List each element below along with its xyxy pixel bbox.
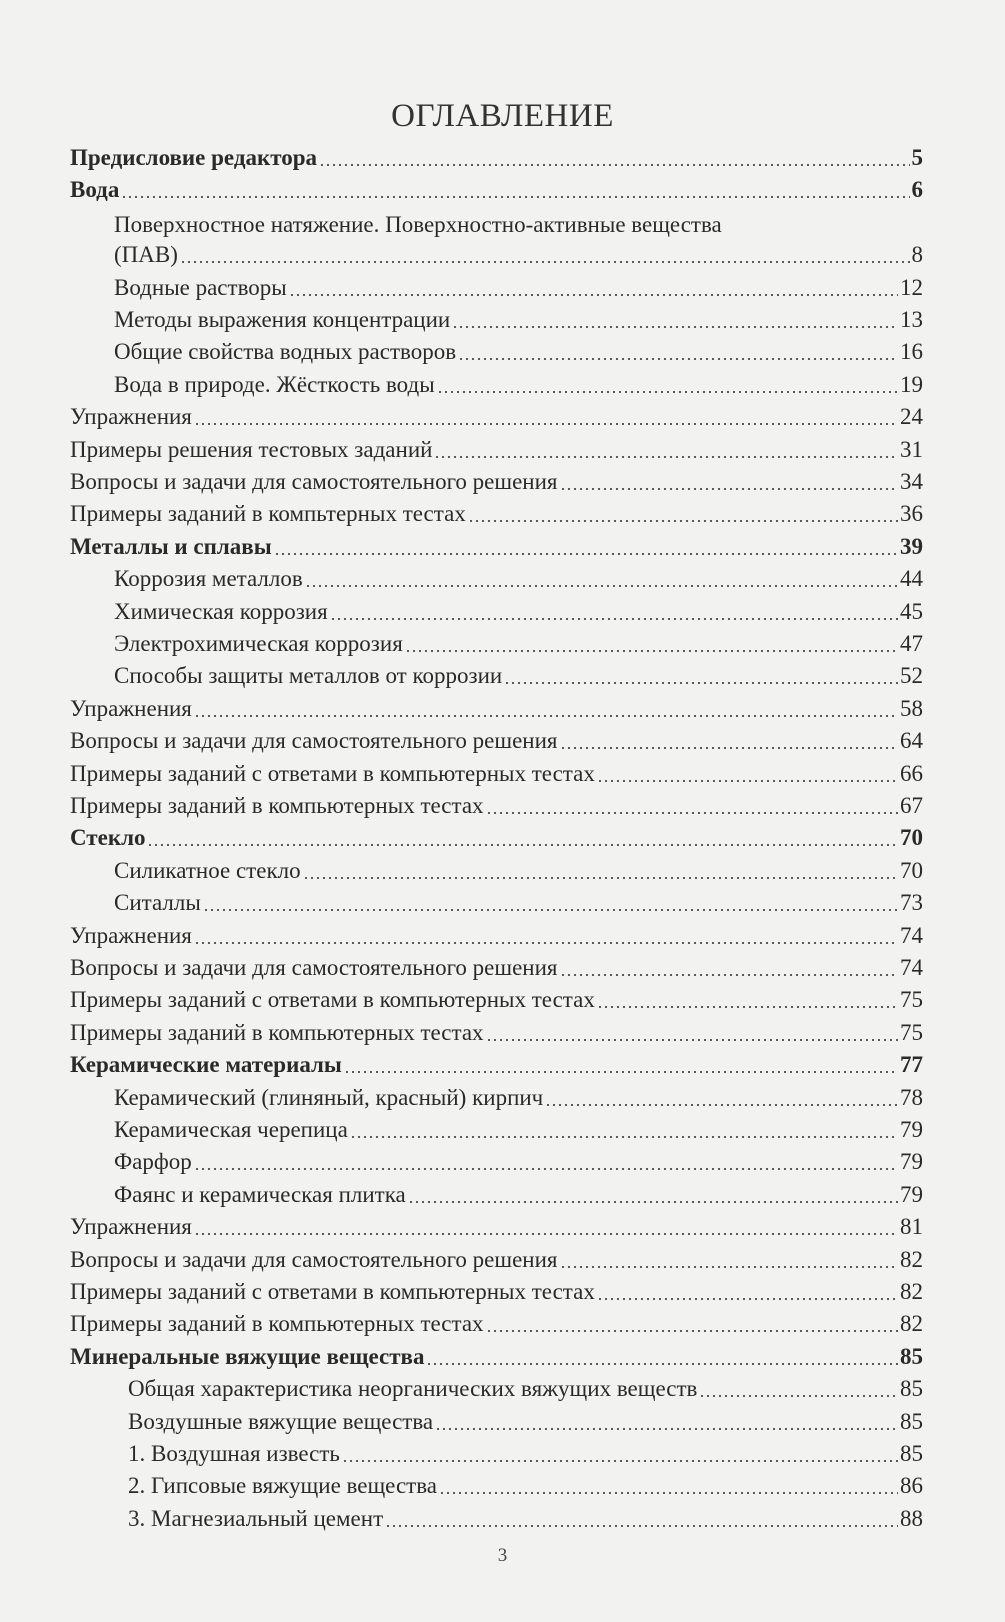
- toc-entry-text: 3. Магнезиальный цемент: [128, 1505, 384, 1531]
- toc-page-number: 86: [900, 1473, 923, 1499]
- toc-page-number: 74: [900, 955, 923, 980]
- toc-entry: [70, 919, 923, 951]
- dot-leader: [405, 650, 898, 652]
- toc-entry: [70, 1243, 923, 1275]
- dot-leader: [439, 1492, 898, 1494]
- toc-entry: [70, 1340, 923, 1372]
- toc-page-number: 47: [900, 631, 923, 656]
- toc-page-number: 70: [900, 857, 923, 883]
- toc-entry-text: Примеры заданий в компьютерных тестах: [70, 1311, 484, 1337]
- toc-entry: [70, 1275, 923, 1307]
- dot-leader: [699, 1395, 898, 1397]
- toc-entry-text: Керамический (глиняный, красный) кирпич: [114, 1084, 544, 1110]
- toc-page-number: 66: [900, 760, 923, 786]
- toc-entry: [70, 1016, 923, 1048]
- toc-entry-text: Силикатное стекло: [114, 857, 301, 883]
- toc-entry-text: Химическая коррозия: [114, 598, 328, 624]
- toc-entry: [114, 271, 923, 303]
- toc-page-number: 78: [900, 1084, 923, 1110]
- toc-entry-text: Примеры заданий с ответами в компьютерных тестах: [70, 987, 595, 1013]
- toc-entry: [114, 335, 923, 367]
- page-number: 3: [497, 1545, 508, 1566]
- toc-page-number: 36: [900, 501, 923, 527]
- toc-page-number: 74: [900, 922, 923, 948]
- toc-entry-text: Общие свойства водных растворов: [114, 339, 457, 365]
- toc-page-number: 82: [900, 1246, 923, 1272]
- toc-entry: [70, 724, 923, 756]
- dot-leader: [289, 294, 898, 296]
- dot-leader: [458, 358, 898, 360]
- dot-leader: [303, 877, 898, 879]
- dot-leader: [597, 780, 898, 782]
- toc-entry-text: Поверхностное натяжение. Поверхностно-активные вещества: [114, 211, 722, 237]
- toc-page-number: 24: [900, 404, 923, 430]
- dot-leader: [434, 456, 898, 458]
- toc-entry-text: Коррозия металлов: [114, 566, 303, 592]
- dot-leader: [504, 682, 898, 684]
- dot-leader: [194, 423, 898, 425]
- dot-leader: [194, 715, 898, 717]
- toc-entry-text: Фаянс и керамическая плитка: [114, 1181, 406, 1207]
- dot-leader: [408, 1201, 898, 1203]
- toc-entry-text: Вопросы и задачи для самостоятельного решения: [70, 728, 558, 754]
- toc-entry-text: Ситаллы: [114, 890, 201, 916]
- toc-page-number: 6: [911, 177, 923, 203]
- toc-entry-text: Электрохимическая коррозия: [114, 631, 403, 656]
- toc-entry-text: Металлы и сплавы: [70, 533, 272, 559]
- toc-page-number: 5: [911, 145, 923, 170]
- toc-entry: [70, 1048, 923, 1080]
- dot-leader: [194, 1233, 898, 1235]
- toc-entry: [114, 1113, 923, 1145]
- toc-page-number: 44: [900, 566, 923, 592]
- toc-page-number: 73: [900, 890, 923, 916]
- toc-page-number: 85: [900, 1441, 923, 1466]
- toc-entry: [70, 789, 923, 821]
- toc-entry: [114, 368, 923, 400]
- toc-page-number: 31: [900, 436, 923, 462]
- toc-entry: [70, 692, 923, 724]
- toc-entry-text: 1. Воздушная известь: [128, 1441, 340, 1466]
- toc-page-number: 34: [900, 469, 923, 494]
- toc-entry: [114, 659, 923, 691]
- dot-leader: [350, 1136, 898, 1138]
- dot-leader: [468, 520, 898, 522]
- toc-entry: [70, 173, 923, 205]
- toc-entry: [128, 1469, 923, 1501]
- dot-leader: [435, 1428, 898, 1430]
- toc-entry-text: Упражнения: [70, 695, 192, 721]
- toc-entry-text: Упражнения: [70, 1214, 192, 1240]
- dot-leader: [426, 1363, 898, 1365]
- toc-entry: [70, 400, 923, 432]
- toc-page-number: 79: [900, 1117, 923, 1142]
- dot-leader: [194, 942, 898, 944]
- toc-entry-text: Керамические материалы: [70, 1052, 342, 1078]
- dot-leader: [560, 747, 898, 749]
- toc-entry: [70, 1307, 923, 1339]
- toc-entry-text: (ПАВ): [114, 242, 178, 268]
- toc-entry: [128, 1372, 923, 1404]
- toc-entry-text: Примеры заданий в компьтерных тестах: [70, 501, 466, 527]
- dot-leader: [560, 1266, 898, 1268]
- page-title: ОГЛАВЛЕНИЕ: [391, 98, 614, 134]
- toc-entry-text: Общая характеристика неорганических вяжущих веществ: [128, 1376, 698, 1402]
- toc-page-number: 16: [900, 339, 923, 365]
- toc-entry-text: Стекло: [70, 825, 146, 851]
- dot-leader: [342, 1460, 898, 1462]
- toc-page-number: 85: [900, 1343, 923, 1369]
- toc-page-number: 12: [900, 274, 923, 300]
- toc-entry-text: Упражнения: [70, 404, 192, 430]
- dot-leader: [437, 391, 898, 393]
- toc-entry: [70, 951, 923, 983]
- toc-entry: [114, 303, 923, 335]
- toc-entry-text: Минеральные вяжущие вещества: [70, 1343, 425, 1369]
- toc-page-number: 88: [900, 1505, 923, 1531]
- toc-entry: [70, 821, 923, 853]
- dot-leader: [452, 326, 898, 328]
- dot-leader: [180, 261, 910, 263]
- toc-entry-text: Способы защиты металлов от коррозии: [114, 663, 503, 689]
- toc-entry: [114, 886, 923, 918]
- toc-entry-text: Методы выражения концентрации: [114, 307, 451, 332]
- toc-page-number: 8: [911, 242, 923, 268]
- toc-entry-text: Примеры заданий с ответами в компьютерных тестах: [70, 760, 595, 786]
- dot-leader: [121, 196, 909, 198]
- toc-entry: [114, 627, 923, 659]
- toc-entry: [70, 1210, 923, 1242]
- dot-leader: [597, 1298, 898, 1300]
- toc-page-number: 13: [900, 307, 923, 332]
- toc-entry: [70, 141, 923, 173]
- toc-entry-text: Вода в природе. Жёсткость воды: [114, 371, 435, 397]
- toc-entry-text: Воздушные вяжущие вещества: [128, 1408, 434, 1434]
- toc-entry: [114, 1081, 923, 1113]
- toc-entry-text: Керамическая черепица: [114, 1117, 348, 1142]
- dot-leader: [319, 164, 909, 166]
- dot-leader: [560, 974, 898, 976]
- toc-entry-text: Предисловие редактора: [70, 145, 318, 170]
- toc-entry: [70, 433, 923, 465]
- dot-leader: [385, 1525, 898, 1527]
- toc-entry-text: Водные растворы: [114, 274, 287, 300]
- toc-page-number: 81: [900, 1214, 923, 1240]
- toc-entry-text: Примеры заданий в компьютерных тестах: [70, 793, 484, 818]
- toc-page-number: 75: [900, 987, 923, 1013]
- toc-entry: [114, 595, 923, 627]
- toc-entry-text: Фарфор: [114, 1149, 192, 1175]
- toc-page-number: 58: [900, 695, 923, 721]
- toc-entry-text: Примеры заданий в компьютерных тестах: [70, 1019, 484, 1045]
- dot-leader: [203, 909, 898, 911]
- toc-page-number: 77: [900, 1052, 923, 1078]
- dot-leader: [305, 585, 898, 587]
- toc-page-number: 79: [900, 1149, 923, 1175]
- toc-entry-text: Примеры заданий с ответами в компьютерных тестах: [70, 1279, 595, 1304]
- toc-entry: [128, 1502, 923, 1534]
- dot-leader: [330, 618, 898, 620]
- toc-page-number: 85: [900, 1376, 923, 1402]
- toc-entry-text: Упражнения: [70, 922, 192, 948]
- toc-page-number: 70: [900, 825, 923, 851]
- dot-leader: [597, 1006, 898, 1008]
- toc-page-number: 82: [900, 1279, 923, 1304]
- toc-entry: [114, 1178, 923, 1210]
- toc-entry: [114, 238, 923, 270]
- toc-page-number: 39: [900, 533, 923, 559]
- dot-leader: [486, 812, 898, 814]
- toc-entry: [114, 562, 923, 594]
- dot-leader: [486, 1330, 898, 1332]
- toc-entry: [70, 497, 923, 529]
- toc-entry-text: Примеры решения тестовых заданий: [70, 436, 433, 462]
- toc-page-number: 79: [900, 1181, 923, 1207]
- toc-entry-text: Вода: [70, 177, 120, 203]
- dot-leader: [545, 1104, 898, 1106]
- toc-page-number: 19: [900, 371, 923, 397]
- dot-leader: [274, 553, 898, 555]
- toc-page-number: 45: [900, 598, 923, 624]
- toc-entry-text: 2. Гипсовые вяжущие вещества: [128, 1473, 437, 1499]
- dot-leader: [194, 1168, 898, 1170]
- toc-entry: [128, 1437, 923, 1469]
- toc-entry: [70, 530, 923, 562]
- toc-page-number: 82: [900, 1311, 923, 1337]
- toc-entry: [70, 757, 923, 789]
- toc-entry: [70, 465, 923, 497]
- toc-page-number: 85: [900, 1408, 923, 1434]
- toc-entry-text: Вопросы и задачи для самостоятельного решения: [70, 1246, 558, 1272]
- toc-entry: [114, 1145, 923, 1177]
- toc-page-number: 52: [900, 663, 923, 689]
- toc-entry: [128, 1405, 923, 1437]
- dot-leader: [344, 1071, 898, 1073]
- toc-page-number: 67: [900, 793, 923, 818]
- toc-entry-text: Вопросы и задачи для самостоятельного решения: [70, 469, 558, 494]
- dot-leader: [147, 844, 898, 846]
- dot-leader: [486, 1039, 898, 1041]
- dot-leader: [560, 488, 898, 490]
- toc-page-number: 64: [900, 728, 923, 754]
- toc-entry: [114, 854, 923, 886]
- toc-page-number: 75: [900, 1019, 923, 1045]
- toc-entry-text: Вопросы и задачи для самостоятельного решения: [70, 955, 558, 980]
- toc-entry: [70, 983, 923, 1015]
